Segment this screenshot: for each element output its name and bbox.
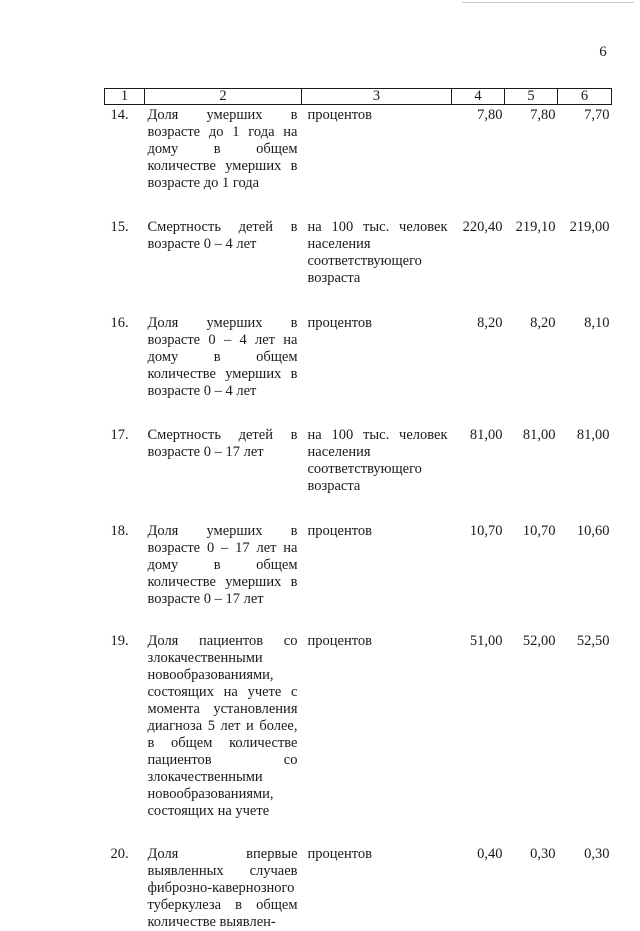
- value-col-6: 52,50: [558, 633, 612, 846]
- unit-text: на 100 тыс. человек населения соответствующего возраста: [308, 427, 448, 495]
- value-col-6: 219,00: [558, 219, 612, 315]
- row-number: 17.: [105, 427, 145, 523]
- unit-of-measure: [302, 846, 452, 931]
- indicator-name: [145, 219, 302, 315]
- row-number: 18.: [105, 523, 145, 633]
- value-col-4: 10,70: [452, 523, 505, 633]
- header-row: [105, 89, 612, 105]
- value-col-4: 7,80: [452, 105, 505, 220]
- row-number: 20.: [105, 846, 145, 931]
- header-col-6: 6: [558, 89, 612, 105]
- value-col-5: 8,20: [505, 315, 558, 427]
- unit-text: процентов: [308, 523, 448, 540]
- value-col-6: 7,70: [558, 105, 612, 220]
- header-col-1: 1: [105, 89, 145, 105]
- indicator-name: [145, 105, 302, 220]
- table-header: [105, 89, 612, 105]
- indicator-name: [145, 633, 302, 846]
- value-col-6: 10,60: [558, 523, 612, 633]
- indicator-name: [145, 846, 302, 931]
- table-body: [105, 105, 612, 931]
- unit-of-measure: [302, 315, 452, 427]
- row-number: 19.: [105, 633, 145, 846]
- indicator-name-text: Доля умерших в возрасте 0 – 17 лет на дому в общем количестве умерших в возрасте 0 – 17 лет: [148, 523, 298, 608]
- unit-text: процентов: [308, 846, 448, 863]
- header-col-2: 2: [145, 89, 302, 105]
- indicator-name-text: Доля умерших в возрасте до 1 года на дому в общем количестве умерших в возрасте до 1 года: [148, 107, 298, 192]
- value-col-4: 51,00: [452, 633, 505, 846]
- indicator-name: [145, 315, 302, 427]
- row-number: 16.: [105, 315, 145, 427]
- value-col-5: 7,80: [505, 105, 558, 220]
- table-row: [105, 846, 612, 931]
- indicator-name-text: Смертность детей в возрасте 0 – 4 лет: [148, 219, 298, 253]
- unit-of-measure: [302, 427, 452, 523]
- unit-text: процентов: [308, 107, 448, 124]
- value-col-5: 52,00: [505, 633, 558, 846]
- value-col-5: 0,30: [505, 846, 558, 931]
- table-row: [105, 219, 612, 315]
- row-number: 15.: [105, 219, 145, 315]
- table-row: [105, 105, 612, 220]
- value-col-6: 8,10: [558, 315, 612, 427]
- unit-of-measure: [302, 523, 452, 633]
- unit-text: процентов: [308, 315, 448, 332]
- value-col-4: 220,40: [452, 219, 505, 315]
- indicator-name-text: Доля пациентов со злокачественными новообразованиями, состоящих на учете с момента установления диагноза 5 лет и более, в общем количестве пациентов со злокачественными новообразованиями, состоящих на учете: [148, 633, 298, 820]
- header-col-3: 3: [302, 89, 452, 105]
- value-col-5: 10,70: [505, 523, 558, 633]
- table-row: [105, 633, 612, 846]
- page-number: 6: [588, 44, 618, 61]
- value-col-5: 81,00: [505, 427, 558, 523]
- row-number: 14.: [105, 105, 145, 220]
- unit-text: на 100 тыс. человек населения соответствующего возраста: [308, 219, 448, 287]
- unit-of-measure: [302, 633, 452, 846]
- unit-of-measure: [302, 219, 452, 315]
- table-row: [105, 427, 612, 523]
- indicator-name-text: Доля впервые выявленных случаев фиброзно-кавернозного туберкулеза в общем количестве выявлен-: [148, 846, 298, 931]
- value-col-4: 81,00: [452, 427, 505, 523]
- header-col-4: 4: [452, 89, 505, 105]
- indicators-table: [104, 88, 612, 931]
- table-row: [105, 523, 612, 633]
- value-col-6: 0,30: [558, 846, 612, 931]
- value-col-4: 0,40: [452, 846, 505, 931]
- value-col-5: 219,10: [505, 219, 558, 315]
- value-col-4: 8,20: [452, 315, 505, 427]
- header-col-5: 5: [505, 89, 558, 105]
- indicator-name: [145, 523, 302, 633]
- table-row: [105, 315, 612, 427]
- indicator-name: [145, 427, 302, 523]
- indicator-name-text: Доля умерших в возрасте 0 – 4 лет на дому в общем количестве умерших в возрасте 0 – 4 лет: [148, 315, 298, 400]
- unit-text: процентов: [308, 633, 448, 650]
- unit-of-measure: [302, 105, 452, 220]
- value-col-6: 81,00: [558, 427, 612, 523]
- top-edge-line: [462, 2, 634, 3]
- indicator-name-text: Смертность детей в возрасте 0 – 17 лет: [148, 427, 298, 461]
